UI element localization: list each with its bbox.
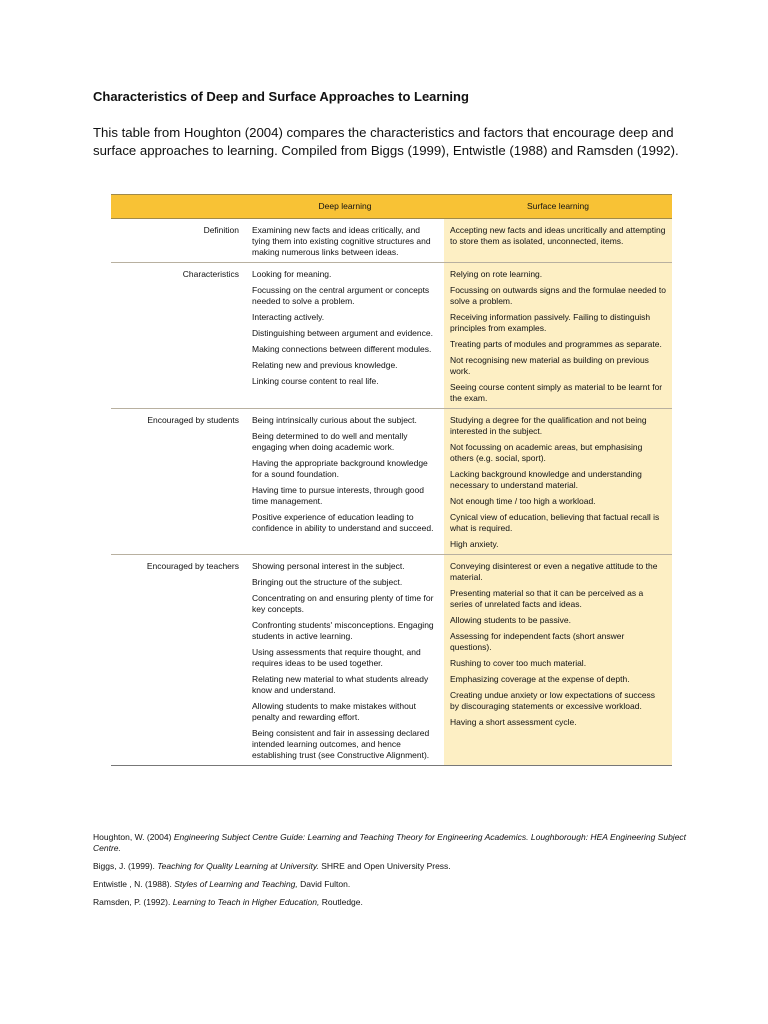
deep-item: Showing personal interest in the subject. — [252, 561, 405, 571]
reference-work-title: Teaching for Quality Learning at University. — [157, 861, 319, 871]
table-row — [111, 263, 672, 409]
deep-item: Positive experience of education leading to confidence in ability to understand and succeed. — [252, 512, 434, 533]
deep-item: Concentrating on and ensuring plenty of time for key concepts. — [252, 593, 434, 614]
reference-work-title: Styles of Learning and Teaching, — [174, 879, 298, 889]
header-surface-learning: Surface learning — [444, 195, 672, 219]
deep-learning-cell — [246, 409, 444, 555]
row-label: Encouraged by teachers — [111, 555, 246, 766]
surface-item: Not enough time / too high a workload. — [450, 496, 596, 506]
comparison-table — [111, 194, 672, 766]
surface-item: Cynical view of education, believing that factual recall is what is required. — [450, 512, 660, 533]
deep-learning-cell — [246, 219, 444, 263]
table-row — [111, 555, 672, 766]
intro-paragraph: This table from Houghton (2004) compares the characteristics and factors that encourage deep and surface approaches to learning. Compiled from Biggs (1999), Entwistle (1988) and Ramsden (1992). — [93, 125, 679, 158]
reference-author: Houghton, W. (2004) — [93, 832, 172, 842]
surface-item: Focussing on outwards signs and the formulae needed to solve a problem. — [450, 285, 666, 306]
surface-item: Not focussing on academic areas, but emphasising others (e.g. social, sport). — [450, 442, 643, 463]
deep-item: Linking course content to real life. — [252, 376, 379, 386]
surface-item: Seeing course content simply as material to be learnt for the exam. — [450, 382, 663, 403]
deep-item: Being consistent and fair in assessing declared intended learning outcomes, and hence establishing trust (see Constructive Alignment). — [252, 728, 430, 760]
reference-work-title: Engineering Subject Centre Guide: Learning and Teaching Theory for Engineering Academics. Loughborough: HEA Engineering Subject Centre. — [93, 832, 687, 853]
deep-item: Being intrinsically curious about the subject. — [252, 415, 417, 425]
surface-item: Receiving information passively. Failing to distinguish principles from examples. — [450, 312, 651, 333]
surface-item: Not recognising new material as building on previous work. — [450, 355, 649, 376]
header-blank-cell — [111, 195, 246, 219]
deep-item: Using assessments that require thought, and requires ideas to be used together. — [252, 647, 421, 668]
references-list — [93, 832, 693, 915]
surface-item: Lacking background knowledge and understanding necessary to understand material. — [450, 469, 642, 490]
surface-item: Having a short assessment cycle. — [450, 717, 577, 727]
surface-item: Treating parts of modules and programmes as separate. — [450, 339, 662, 349]
deep-item: Having the appropriate background knowledge for a sound foundation. — [252, 458, 428, 479]
header-deep-learning: Deep learning — [246, 195, 444, 219]
surface-learning-cell — [444, 219, 672, 263]
surface-learning-cell — [444, 263, 672, 409]
reference-publisher: Routledge. — [321, 897, 363, 907]
page-title: Characteristics of Deep and Surface Approaches to Learning — [93, 89, 469, 104]
reference-author: Entwistle , N. (1988). — [93, 879, 172, 889]
reference-entry — [93, 861, 693, 872]
deep-item: Making connections between different modules. — [252, 344, 432, 354]
surface-learning-cell — [444, 555, 672, 766]
surface-item: Studying a degree for the qualification and not being interested in the subject. — [450, 415, 647, 436]
reference-author: Ramsden, P. (1992). — [93, 897, 171, 907]
deep-item: Interacting actively. — [252, 312, 325, 322]
deep-item: Allowing students to make mistakes without penalty and rewarding effort. — [252, 701, 416, 722]
reference-entry — [93, 879, 693, 890]
table-header-row — [111, 195, 672, 219]
deep-item: Bringing out the structure of the subject. — [252, 577, 403, 587]
table-row — [111, 219, 672, 263]
surface-item: High anxiety. — [450, 539, 499, 549]
surface-item: Allowing students to be passive. — [450, 615, 571, 625]
deep-item: Confronting students' misconceptions. Engaging students in active learning. — [252, 620, 434, 641]
row-label: Characteristics — [111, 263, 246, 409]
deep-learning-cell — [246, 263, 444, 409]
reference-publisher: David Fulton. — [300, 879, 351, 889]
surface-item: Rushing to cover too much material. — [450, 658, 587, 668]
deep-item: Being determined to do well and mentally engaging when doing academic work. — [252, 431, 408, 452]
surface-item: Relying on rote learning. — [450, 269, 543, 279]
deep-item: Distinguishing between argument and evidence. — [252, 328, 433, 338]
surface-item: Emphasizing coverage at the expense of depth. — [450, 674, 630, 684]
reference-work-title: Learning to Teach in Higher Education, — [172, 897, 320, 907]
deep-item: Examining new facts and ideas critically, and tying them into existing cognitive structures and making numerous links between ideas. — [252, 225, 431, 257]
surface-item: Accepting new facts and ideas uncritically and attempting to store them as isolated, unconnected, items. — [450, 225, 666, 246]
deep-item: Looking for meaning. — [252, 269, 332, 279]
deep-learning-cell — [246, 555, 444, 766]
reference-author: Biggs, J. (1999). — [93, 861, 155, 871]
reference-entry — [93, 897, 693, 908]
reference-publisher: SHRE and Open University Press. — [321, 861, 451, 871]
surface-learning-cell — [444, 409, 672, 555]
surface-item: Assessing for independent facts (short answer questions). — [450, 631, 625, 652]
table-body — [111, 219, 672, 766]
surface-item: Presenting material so that it can be perceived as a series of unrelated facts and ideas. — [450, 588, 644, 609]
deep-item: Having time to pursue interests, through good time management. — [252, 485, 424, 506]
reference-entry — [93, 832, 693, 854]
surface-item: Creating undue anxiety or low expectations of success by discouraging statements or excessive workload. — [450, 690, 656, 711]
row-label: Definition — [111, 219, 246, 263]
deep-item: Focussing on the central argument or concepts needed to solve a problem. — [252, 285, 430, 306]
row-label: Encouraged by students — [111, 409, 246, 555]
table-row — [111, 409, 672, 555]
surface-item: Conveying disinterest or even a negative attitude to the material. — [450, 561, 658, 582]
deep-item: Relating new and previous knowledge. — [252, 360, 398, 370]
deep-item: Relating new material to what students already know and understand. — [252, 674, 429, 695]
